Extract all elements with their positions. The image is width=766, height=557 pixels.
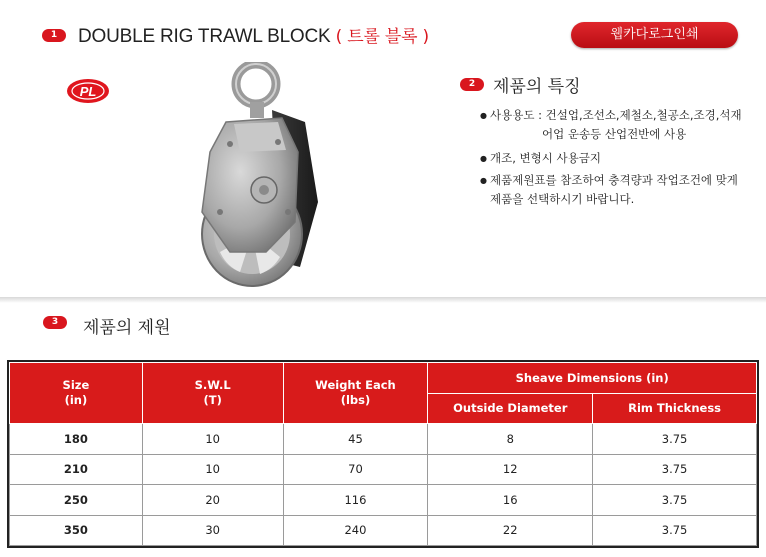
page-title bbox=[78, 22, 429, 48]
header-size-label: Size bbox=[62, 378, 90, 392]
feature-item bbox=[480, 149, 750, 168]
spec-table bbox=[9, 362, 757, 546]
cell-weight: 70 bbox=[283, 454, 428, 485]
cell-rim-thickness: 3.75 bbox=[593, 515, 757, 546]
trawl-block-image bbox=[180, 62, 330, 294]
cell-outside-diameter: 16 bbox=[428, 485, 593, 516]
logo-text: PL bbox=[79, 84, 97, 99]
feature-text: 개조, 변형시 사용금지 bbox=[490, 151, 601, 165]
header-weight bbox=[283, 363, 428, 424]
pl-logo bbox=[66, 78, 110, 104]
cell-swl: 20 bbox=[142, 485, 283, 516]
cell-outside-diameter: 22 bbox=[428, 515, 593, 546]
cell-swl: 30 bbox=[142, 515, 283, 546]
cell-weight: 116 bbox=[283, 485, 428, 516]
header-sheave: Sheave Dimensions (in) bbox=[428, 363, 757, 394]
section-divider bbox=[0, 297, 766, 303]
feature-text: 제품제원표를 참조하여 충격량과 작업조건에 맞게 bbox=[490, 173, 738, 187]
table-row bbox=[10, 515, 757, 546]
cell-size: 210 bbox=[10, 454, 143, 485]
cell-outside-diameter: 12 bbox=[428, 454, 593, 485]
header-size bbox=[10, 363, 143, 424]
header-size-unit: (in) bbox=[64, 393, 88, 407]
cell-swl: 10 bbox=[142, 454, 283, 485]
section-badge-2: 2 bbox=[460, 78, 484, 91]
table-row bbox=[10, 424, 757, 455]
feature-item bbox=[480, 171, 750, 209]
header-swl-unit: (T) bbox=[203, 393, 222, 407]
title-korean: ( 트롤 블록 ) bbox=[335, 27, 429, 47]
cell-size: 180 bbox=[10, 424, 143, 455]
header-weight-unit: (lbs) bbox=[340, 393, 371, 407]
cell-size: 350 bbox=[10, 515, 143, 546]
features-list bbox=[480, 106, 750, 209]
cell-rim-thickness: 3.75 bbox=[593, 424, 757, 455]
header-rim-thickness: Rim Thickness bbox=[593, 394, 757, 424]
cell-rim-thickness: 3.75 bbox=[593, 454, 757, 485]
bullet-icon: ● bbox=[480, 111, 487, 120]
feature-text-cont: 제품을 선택하시기 바랍니다. bbox=[490, 192, 635, 206]
title-english: DOUBLE RIG TRAWL BLOCK bbox=[78, 26, 331, 47]
bullet-icon: ● bbox=[480, 176, 487, 185]
cell-outside-diameter: 8 bbox=[428, 424, 593, 455]
feature-text-cont: 어업 운송등 산업전반에 사용 bbox=[542, 127, 687, 141]
cell-swl: 10 bbox=[142, 424, 283, 455]
web-catalog-print-button[interactable]: 웹카다로그인쇄 bbox=[571, 22, 738, 48]
table-row bbox=[10, 485, 757, 516]
section-badge-3: 3 bbox=[43, 316, 67, 329]
specs-title: 제품의 제원 bbox=[83, 318, 171, 338]
header-swl-label: S.W.L bbox=[194, 378, 231, 392]
features-title: 제품의 특징 bbox=[493, 77, 581, 97]
bullet-icon: ● bbox=[480, 154, 487, 163]
table-row bbox=[10, 454, 757, 485]
header-outside-diameter: Outside Diameter bbox=[428, 394, 593, 424]
cell-weight: 45 bbox=[283, 424, 428, 455]
section-badge-1: 1 bbox=[42, 29, 66, 42]
cell-size: 250 bbox=[10, 485, 143, 516]
feature-text: 사용용도 : 건설업,조선소,제철소,철공소,조경,석재 bbox=[490, 108, 742, 122]
header-weight-label: Weight Each bbox=[315, 378, 396, 392]
header-swl bbox=[142, 363, 283, 424]
cell-rim-thickness: 3.75 bbox=[593, 485, 757, 516]
feature-item bbox=[480, 106, 750, 144]
cell-weight: 240 bbox=[283, 515, 428, 546]
